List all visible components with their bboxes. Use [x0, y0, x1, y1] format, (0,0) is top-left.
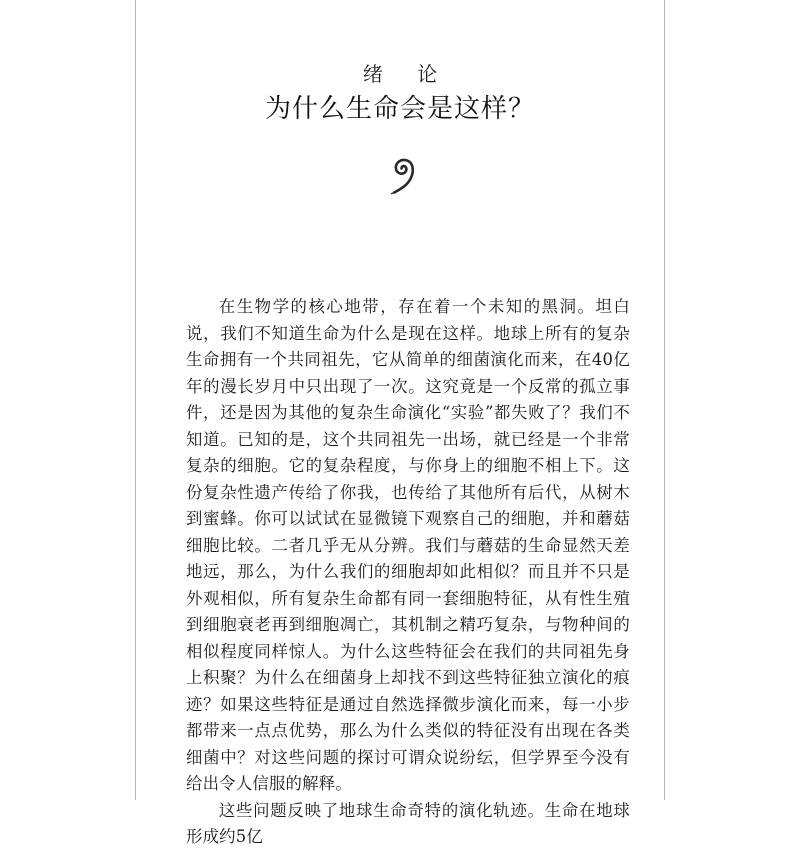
body-text [186, 294, 630, 851]
chapter-label: 绪 论 [362, 62, 452, 86]
paragraph-1: 在生物学的核心地带，存在着一个未知的黑洞。坦白说，我们不知道生命为什么是现在这样。地球上所有的复杂生命拥有一个共同祖先，它从简单的细菌演化而来，在40亿年的漫长岁月中只出现了一次。这究竟是一个反常的孤立事件，还是因为其他的复杂生命演化“实验”都失败了？我们不知道。已知的是，这个共同祖先一出场，就已经是一个非常复杂的细胞。它的复杂程度，与你身上的细胞不相上下。这份复杂性遗产传给了你我，也传给了其他所有后代，从树木到蜜蜂。你可以试试在显微镜下观察自己的细胞，并和蘑菇细胞比较。二者几乎无从分辨。我们与蘑菇的生命显然天差地远，那么，为什么我们的细胞却如此相似？而且并不只是外观相似，所有复杂生命都有同一套细胞特征，从有性生殖到细胞衰老再到细胞凋亡，其机制之精巧复杂，与物种间的相似程度同样惊人。为什么这些特征会在我们的共同祖先身上积聚？为什么在细菌身上却找不到这些特征独立演化的痕迹？如果这些特征是通过自然选择微步演化而来，每一小步都带来一点点优势，那么为什么类似的特征没有出现在各类细菌中？对这些问题的探讨可谓众说纷纭，但学界至今没有给出令人信服的解释。 [186, 297, 630, 793]
paragraph-2: 这些问题反映了地球生命奇特的演化轨迹。生命在地球形成约5亿 [186, 800, 630, 846]
chapter-title: 为什么生命会是这样？ [264, 94, 535, 124]
spiral-ornament-icon [381, 148, 421, 198]
